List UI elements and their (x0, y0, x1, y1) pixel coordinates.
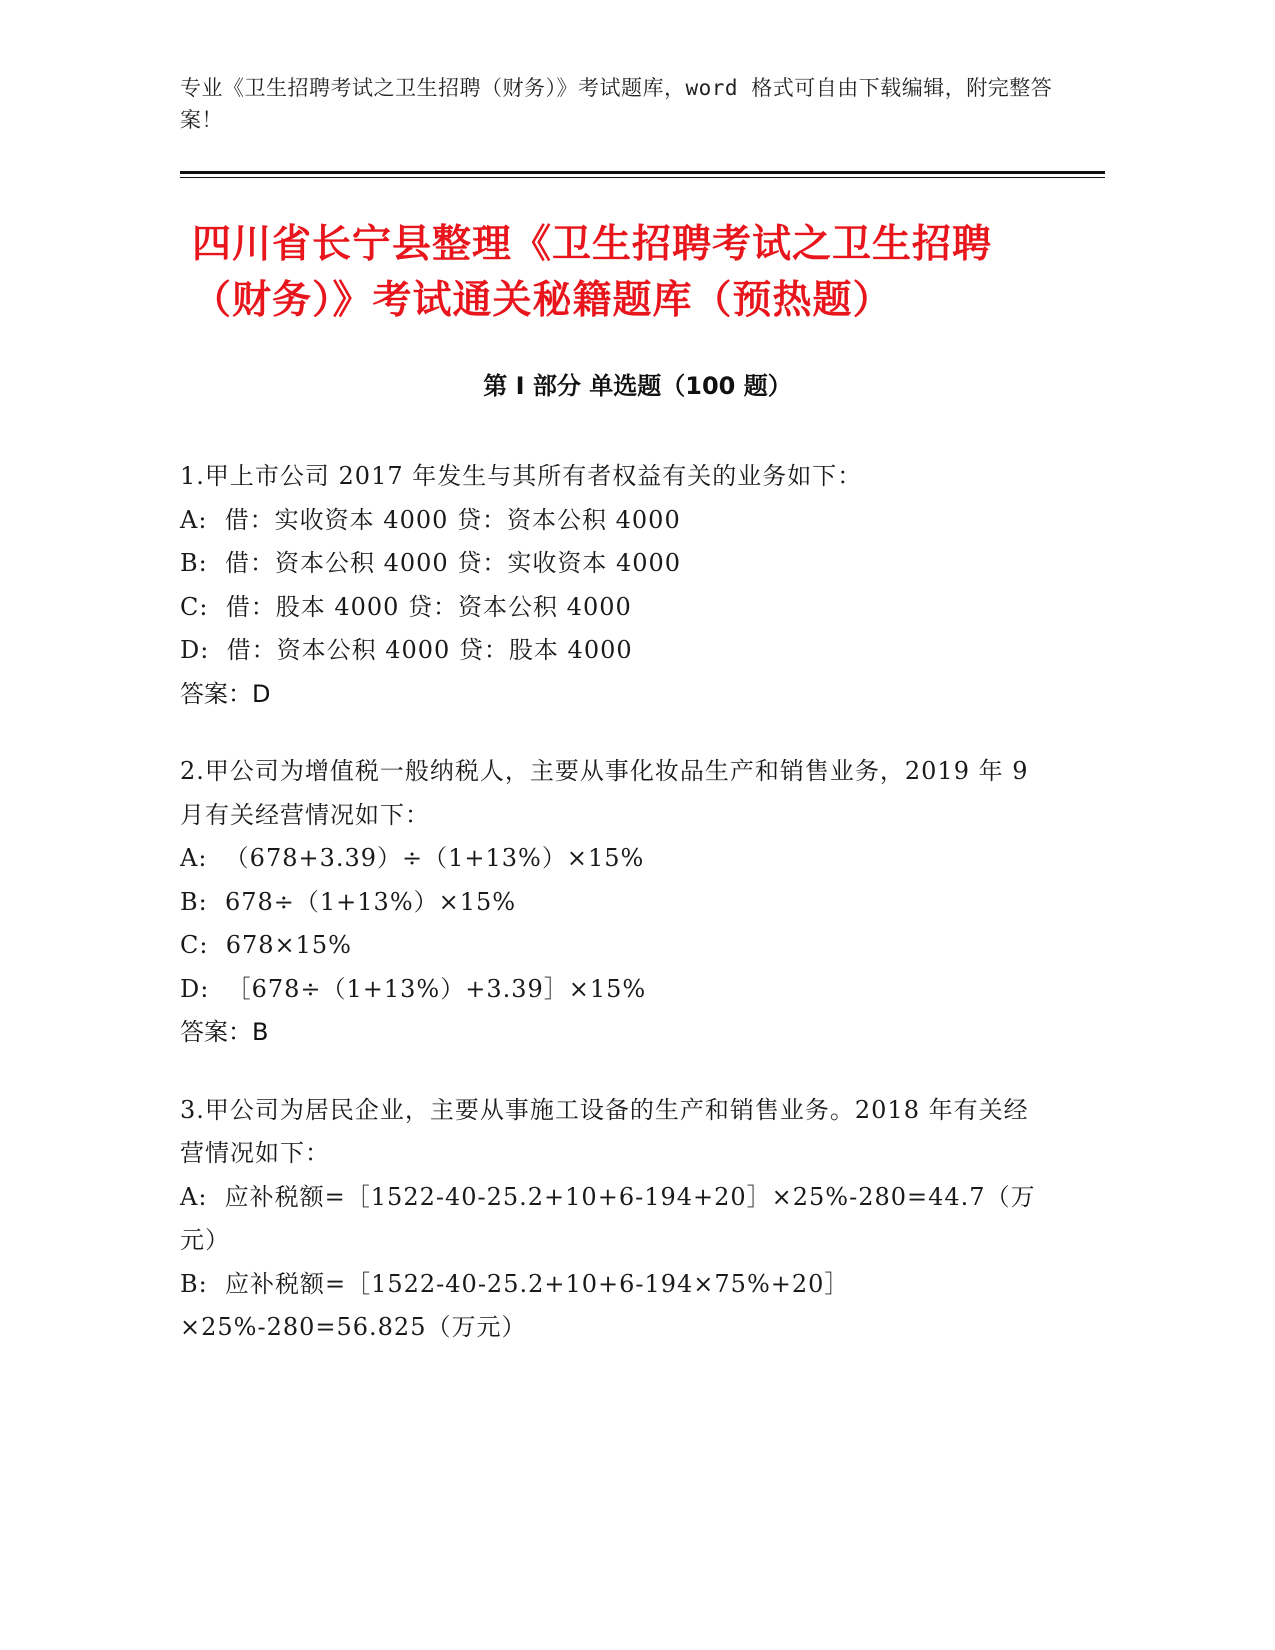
option-c: C: 借：股本 4000 贷：资本公积 4000 (180, 592, 632, 621)
answer: 答案：D (180, 679, 271, 708)
document-title: 四川省长宁县整理《卫生招聘考试之卫生招聘（财务）》考试通关秘籍题库（预热题） (192, 222, 993, 323)
option-a: A: 借：实收资本 4000 贷：资本公积 4000 (180, 505, 681, 534)
question-list (180, 455, 1040, 1384)
option-b: B: 应补税额=［1522-40-25.2+10+6-194×75%+20］×25%-280=56.825（万元） (180, 1269, 850, 1341)
question-2 (180, 750, 1040, 1055)
header-note: 专业《卫生招聘考试之卫生招聘（财务）》考试题库，word 格式可自由下载编辑，附完整答案！ (180, 76, 1053, 132)
question-stem: 1.甲上市公司 2017 年发生与其所有者权益有关的业务如下： (180, 462, 863, 490)
option-c: C: 678×15% (180, 931, 352, 959)
option-a: A: 应补税额=［1522-40-25.2+10+6-194+20］×25%-280=44.7（万元） (180, 1182, 1036, 1254)
option-b: B: 借：资本公积 4000 贷：实收资本 4000 (180, 549, 682, 577)
question-3 (180, 1089, 1040, 1350)
answer: 答案：B (180, 1018, 269, 1046)
question-stem: 2.甲公司为增值税一般纳税人，主要从事化妆品生产和销售业务，2019 年 9 月有关经营情况如下： (180, 757, 1038, 829)
question-1 (180, 455, 1040, 716)
option-a: A: （678+3.39）÷（1+13%）×15% (180, 844, 645, 872)
section-heading: 第 I 部分 单选题（100 题） (483, 372, 792, 400)
question-stem: 3.甲公司为居民企业，主要从事施工设备的生产和销售业务。2018 年有关经营情况如下： (180, 1095, 1029, 1167)
header-rule-thick (180, 171, 1105, 174)
option-b: B: 678÷（1+13%）×15% (180, 887, 517, 916)
option-d: D: ［678÷（1+13%）+3.39］×15% (180, 974, 647, 1003)
option-d: D: 借：资本公积 4000 贷：股本 4000 (180, 636, 633, 664)
header-rule-thin (180, 177, 1105, 178)
